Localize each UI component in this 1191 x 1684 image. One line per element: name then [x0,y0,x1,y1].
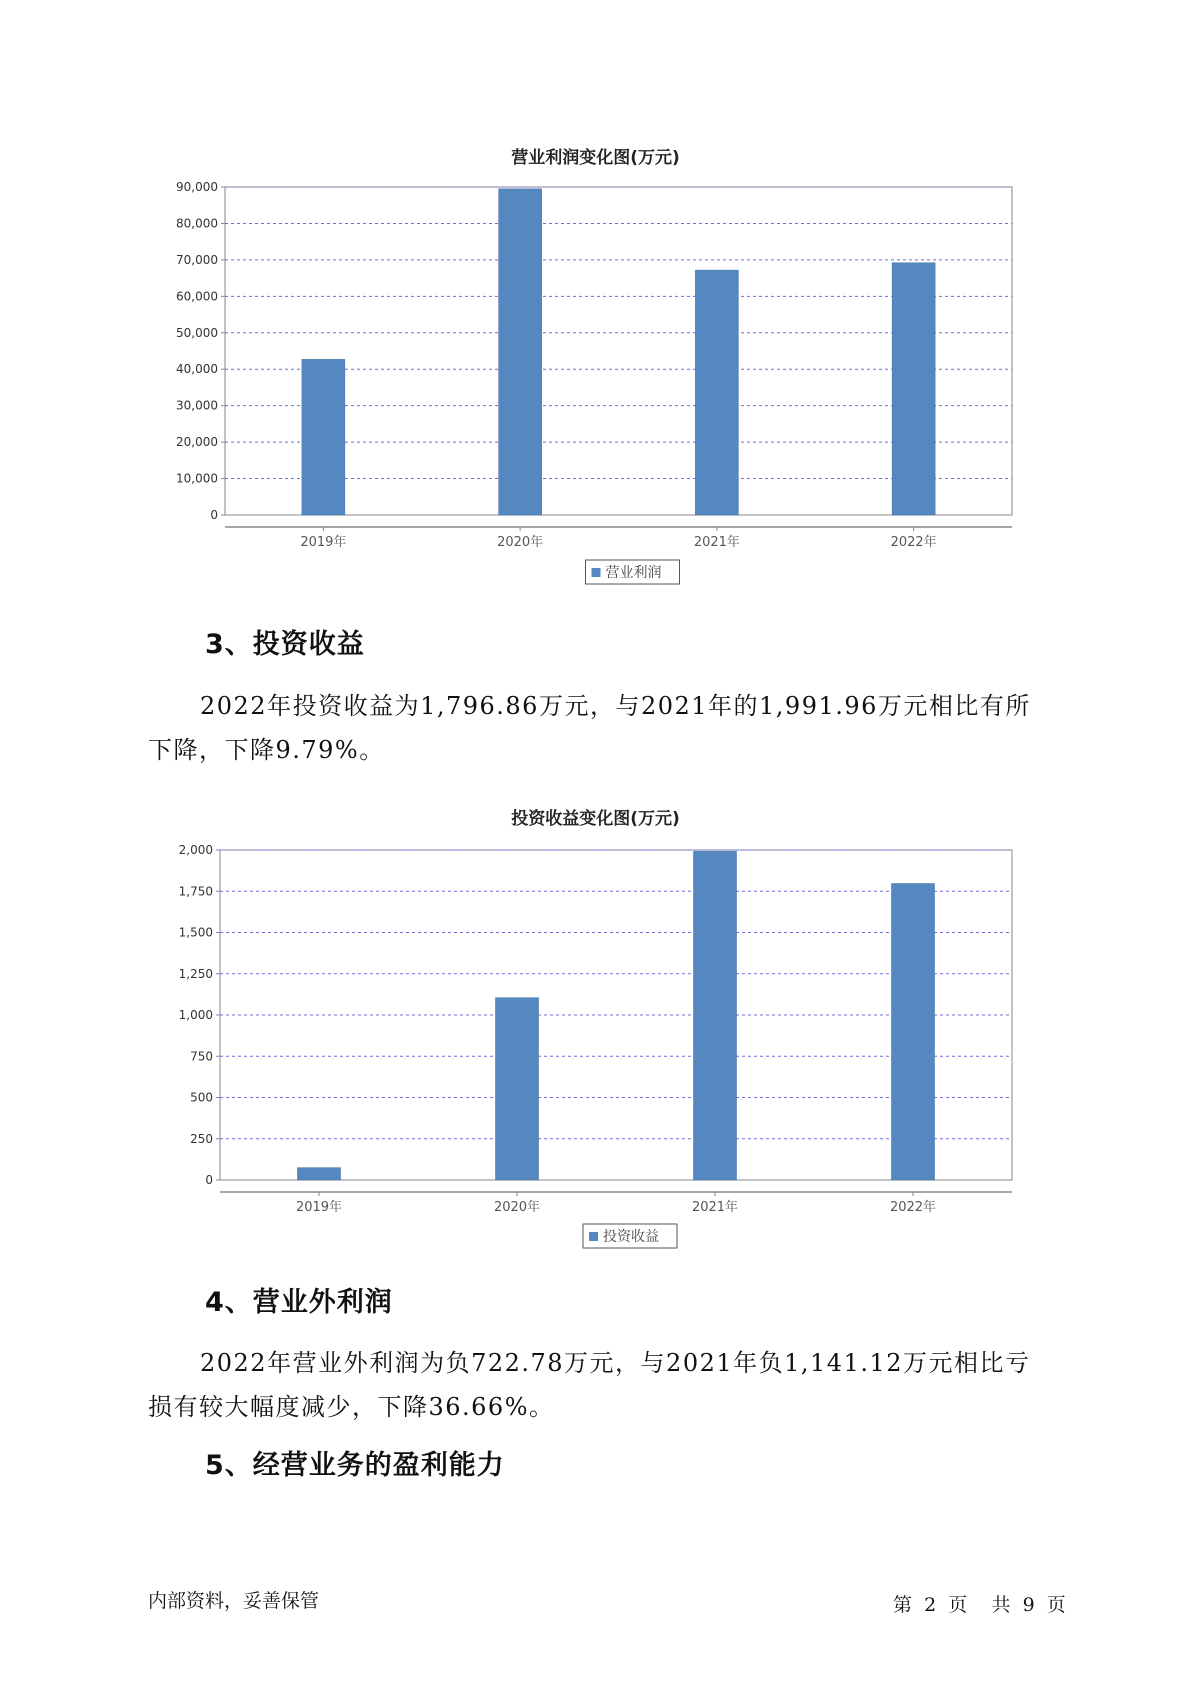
y-tick-label: 0 [205,1173,213,1187]
x-tick-label: 2022年 [889,1200,937,1215]
bar [496,998,539,1180]
y-tick-label: 1,500 [178,925,213,940]
y-tick-label: 20,000 [176,435,218,450]
section-3-line-1: 2022年投资收益为1,796.86万元，与2021年的1,991.96万元相比有所 [200,692,1031,720]
y-tick-label: 40,000 [176,362,218,377]
bar [298,1168,341,1180]
footer-page-number [893,1590,1066,1617]
footer-confidential-note: 内部资料，妥善保管 [148,1590,320,1612]
y-tick-label: 750 [190,1049,213,1064]
y-tick-label: 50,000 [176,325,218,340]
chart-2-title: 投资收益变化图(万元) [511,809,680,829]
y-tick-label: 1,000 [178,1008,213,1022]
y-tick-label: 2,000 [178,843,213,857]
y-tick-label: 500 [190,1090,213,1105]
section-4-line-1: 2022年营业外利润为负722.78万元，与2021年负1,141.12万元相比亏 [200,1349,1031,1377]
page-current: 2 [924,1594,937,1616]
section-5-heading: 5、经营业务的盈利能力 [205,1450,505,1481]
y-tick-label: 1,250 [178,966,213,981]
legend-label: 投资收益 [603,1229,659,1245]
y-tick-label: 250 [190,1131,213,1146]
x-tick-label: 2022年 [890,535,937,550]
y-tick-label: 0 [210,508,218,522]
chart-1-title: 营业利润变化图(万元) [511,148,680,168]
x-tick-label: 2019年 [300,535,347,550]
section-3-heading: 3、投资收益 [205,629,365,660]
section-4-line-2: 损有较大幅度减少，下降36.66%。 [148,1393,555,1421]
y-tick-label: 30,000 [176,398,218,413]
legend-label: 营业利润 [605,565,662,581]
operating-profit-chart [0,170,1191,590]
y-tick-label: 60,000 [176,289,218,304]
section-3-paragraph [148,684,1048,772]
section-4-heading: 4、营业外利润 [205,1287,393,1318]
bar [892,263,935,515]
bar [302,359,345,515]
bar [499,189,542,515]
section-3-line-2: 下降，下降9.79%。 [148,736,385,764]
legend-swatch [592,568,601,577]
y-tick-label: 80,000 [176,216,218,231]
bar [694,851,737,1180]
y-tick-label: 70,000 [176,252,218,267]
x-tick-label: 2021年 [693,535,740,550]
x-tick-label: 2021年 [691,1200,739,1215]
x-tick-label: 2020年 [497,535,544,550]
section-4-paragraph [148,1341,1048,1429]
x-tick-label: 2019年 [295,1200,343,1215]
y-tick-label: 90,000 [176,180,218,194]
page-prefix: 第 [893,1594,913,1616]
y-tick-label: 10,000 [176,471,218,486]
page-total-prefix: 共 [991,1594,1011,1616]
x-tick-label: 2020年 [493,1200,541,1215]
bar [695,270,738,515]
page-total: 9 [1022,1594,1035,1616]
page-suffix: 页 [1046,1594,1066,1616]
page-mid: 页 [948,1594,968,1616]
y-tick-label: 1,750 [178,884,213,899]
legend-swatch [589,1232,598,1241]
investment-income-chart [0,830,1191,1250]
bar [892,884,935,1180]
